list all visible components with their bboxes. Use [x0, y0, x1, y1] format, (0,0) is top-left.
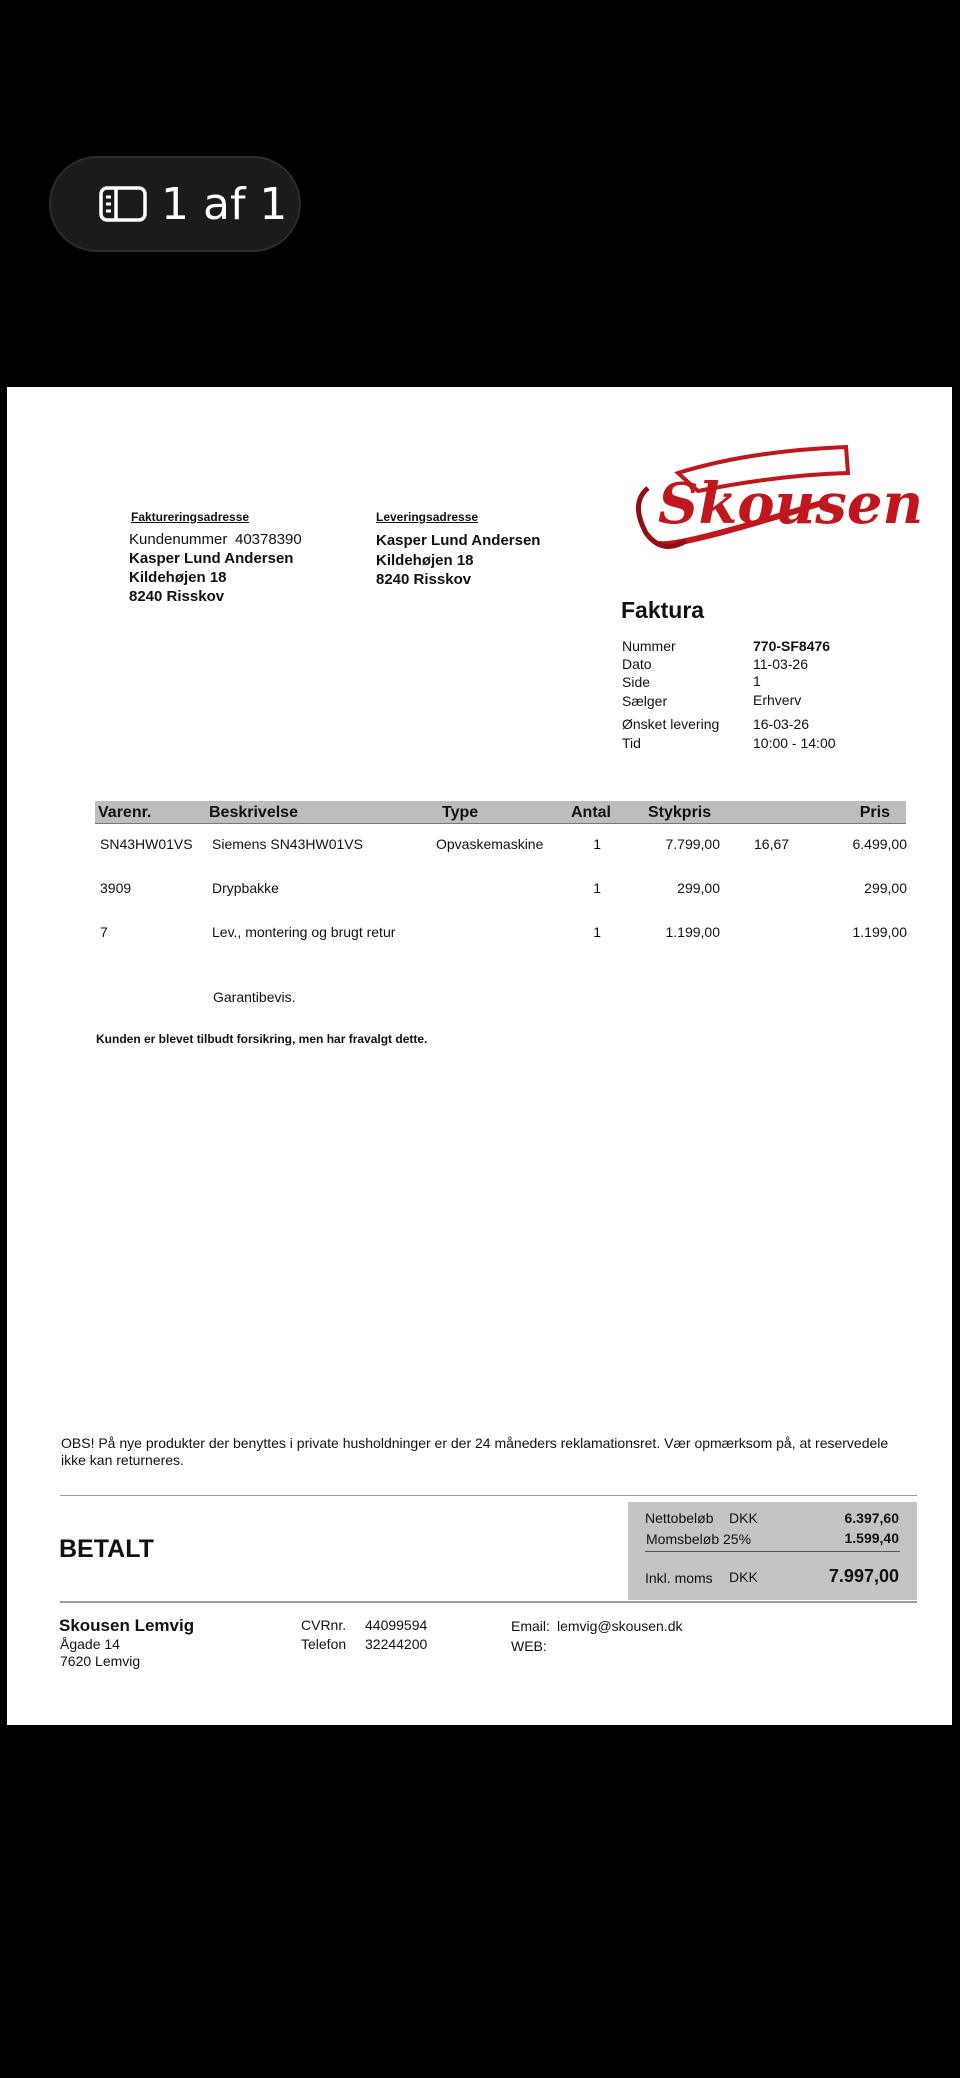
customer-number: 40378390	[235, 531, 302, 548]
total-label: Inkl. moms	[645, 1570, 713, 1586]
cell-varenr: 3909	[100, 880, 132, 896]
cell-stykpris: 1.199,00	[665, 924, 720, 940]
col-header-beskrivelse: Beskrivelse	[209, 804, 298, 821]
page-indicator-label: 1 af 1	[161, 178, 288, 230]
table-row	[0, 880, 960, 900]
netto-value: 6.397,60	[844, 1510, 899, 1526]
invoice-field-label: Tid	[622, 735, 641, 751]
delivery-street: Kildehøjen 18	[376, 552, 474, 569]
email-label: Email:	[511, 1618, 550, 1634]
phone-label: Telefon	[301, 1636, 347, 1652]
email-value[interactable]: lemvig@skousen.dk	[557, 1618, 683, 1634]
cell-rabat: 16,67	[754, 836, 790, 852]
page-indicator[interactable]	[49, 156, 301, 252]
billing-heading: Faktureringsadresse	[131, 510, 250, 524]
footer-street: Ågade 14	[60, 1636, 120, 1652]
divider	[60, 1495, 917, 1496]
invoice-number: 770-SF8476	[753, 638, 831, 654]
cell-varenr: 7	[100, 924, 108, 940]
cell-stykpris: 7.799,00	[665, 836, 720, 852]
warranty-note: Garantibevis.	[213, 989, 296, 1005]
total-value: 7.997,00	[828, 1566, 899, 1586]
logo-text: Skousen	[658, 471, 924, 537]
header-rule	[95, 823, 906, 824]
footer-divider	[60, 1601, 917, 1603]
invoice-page-no: 1	[753, 673, 761, 689]
footer-city: 7620 Lemvig	[60, 1653, 141, 1669]
payment-status: BETALT	[59, 1535, 154, 1563]
totals-rule	[645, 1551, 900, 1552]
cell-pris: 299,00	[864, 880, 907, 896]
billing-name: Kasper Lund Andersen	[129, 550, 294, 567]
cell-beskrivelse: Siemens SN43HW01VS	[212, 836, 363, 852]
delivery-heading: Leveringsadresse	[376, 510, 479, 524]
cell-pris: 6.499,00	[852, 836, 907, 852]
cell-pris: 1.199,00	[852, 924, 907, 940]
totals-box	[628, 1502, 917, 1600]
cell-varenr: SN43HW01VS	[100, 836, 193, 852]
invoice-seller: Erhverv	[753, 692, 802, 708]
sidebar-panel-icon	[99, 186, 147, 222]
delivery-city: 8240 Risskov	[376, 571, 472, 588]
col-header-antal: Antal	[571, 804, 611, 821]
billing-city: 8240 Risskov	[129, 588, 225, 605]
invoice-delivery-date: 16-03-26	[753, 716, 810, 732]
invoice-field-label: Ønsket levering	[622, 716, 720, 732]
cell-stykpris: 299,00	[677, 880, 720, 896]
billing-street: Kildehøjen 18	[129, 569, 227, 586]
cvr-value: 44099594	[365, 1617, 428, 1633]
invoice-field-label: Sælger	[622, 693, 668, 709]
invoice-field-label: Nummer	[622, 638, 676, 654]
obs-note: OBS! På nye produkter der benyttes i private husholdninger er der 24 måneders reklamationsret. Vær opmærksom på, at reservedele ikke kan returneres.	[61, 1435, 889, 1468]
cell-antal: 1	[593, 836, 601, 852]
netto-currency: DKK	[729, 1510, 758, 1526]
delivery-name: Kasper Lund Andersen	[376, 532, 541, 549]
cvr-label: CVRnr.	[301, 1617, 347, 1633]
table-row	[0, 836, 960, 856]
items-table-header	[95, 801, 906, 824]
footer-company: Skousen Lemvig	[59, 1616, 195, 1635]
insurance-note: Kunden er blevet tilbudt forsikring, men har fravalgt dette.	[96, 1032, 428, 1046]
skousen-logo	[628, 443, 924, 558]
invoice-delivery-time: 10:00 - 14:00	[753, 735, 836, 751]
table-row	[0, 924, 960, 944]
col-header-type: Type	[442, 804, 479, 821]
phone-value: 32244200	[365, 1636, 428, 1652]
cell-antal: 1	[593, 924, 601, 940]
col-header-pris: Pris	[859, 804, 890, 821]
moms-label: Momsbeløb 25%	[646, 1531, 752, 1547]
col-header-stykpris: Stykpris	[648, 804, 712, 821]
customer-number-label: Kundenummer	[129, 531, 228, 548]
invoice-title: Faktura	[621, 597, 705, 623]
col-header-varenr: Varenr.	[98, 804, 152, 821]
web-label: WEB:	[511, 1638, 547, 1654]
cell-beskrivelse: Drypbakke	[212, 880, 279, 896]
cell-beskrivelse: Lev., montering og brugt retur	[212, 924, 396, 940]
invoice-date: 11-03-26	[753, 656, 809, 672]
netto-label: Nettobeløb	[645, 1510, 714, 1526]
total-currency: DKK	[729, 1569, 758, 1585]
cell-antal: 1	[593, 880, 601, 896]
cell-type: Opvaskemaskine	[436, 836, 544, 852]
moms-value: 1.599,40	[844, 1530, 899, 1546]
invoice-field-label: Side	[622, 674, 651, 690]
invoice-field-label: Dato	[622, 656, 652, 672]
